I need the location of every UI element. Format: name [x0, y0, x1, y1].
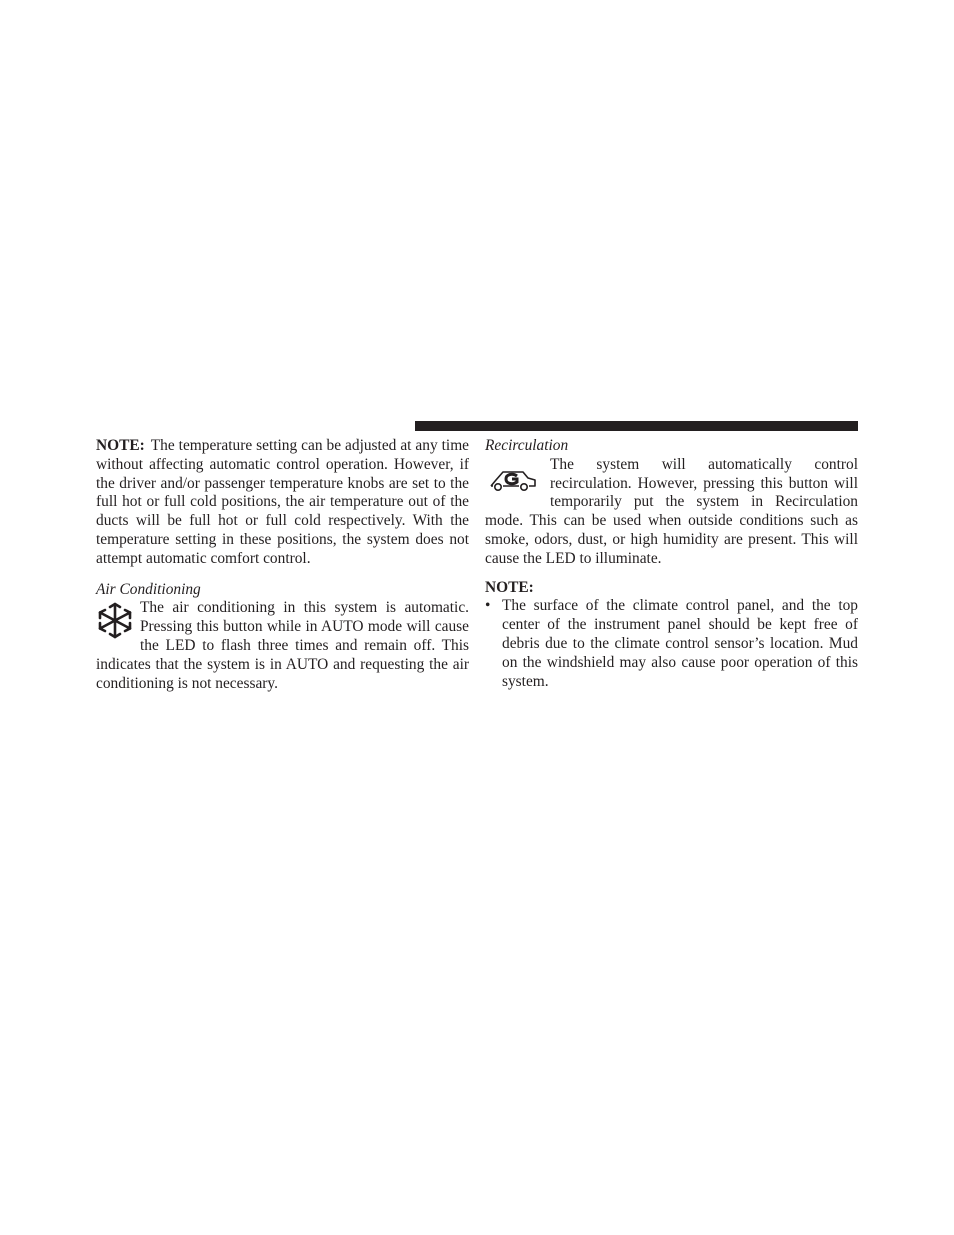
- recirculation-heading: Recirculation: [485, 437, 569, 454]
- right-column: [485, 437, 858, 691]
- bullet-marker: •: [485, 597, 491, 615]
- note-label: NOTE:: [96, 437, 145, 454]
- section-header-bar: [415, 421, 858, 431]
- snowflake-icon: [96, 599, 140, 645]
- temperature-note: [96, 437, 469, 569]
- list-item: [485, 597, 858, 691]
- note-heading: NOTE:: [485, 578, 534, 596]
- left-column: [96, 437, 469, 693]
- bullet-text: The surface of the climate control panel, and the top center of the instrument panel should be kept free of debris due to the climate control sensor’s location. Mud on the windshield may also cause poor operation of this system.: [502, 597, 858, 690]
- air-conditioning-text: The air conditioning in this system is automatic. Pressing this button while in AUTO mode will cause the LED to flash three times and remain off. This indicates that the system is in AUTO and requesting the air conditioning is not necessary.: [96, 599, 469, 692]
- recirculation-text: The system will automatically control recirculation. However, pressing this button will temporarily put the system in Recirculation mode. This can be used when outside conditions such as smoke, odors, dust, or high humidity are present. This will cause the LED to illuminate.: [485, 455, 858, 567]
- note-text: The temperature setting can be adjusted at any time without affecting automatic control operation. However, if the driver and/or passenger temperature knobs are set to the full hot or full cold positions, the air temperature out of the ducts will be full hot or full cold respectively. With the temperature setting in these positions, the system does not attempt automatic comfort control.: [96, 437, 469, 567]
- air-conditioning-heading: Air Conditioning: [96, 580, 201, 598]
- recirculation-icon: [485, 456, 550, 500]
